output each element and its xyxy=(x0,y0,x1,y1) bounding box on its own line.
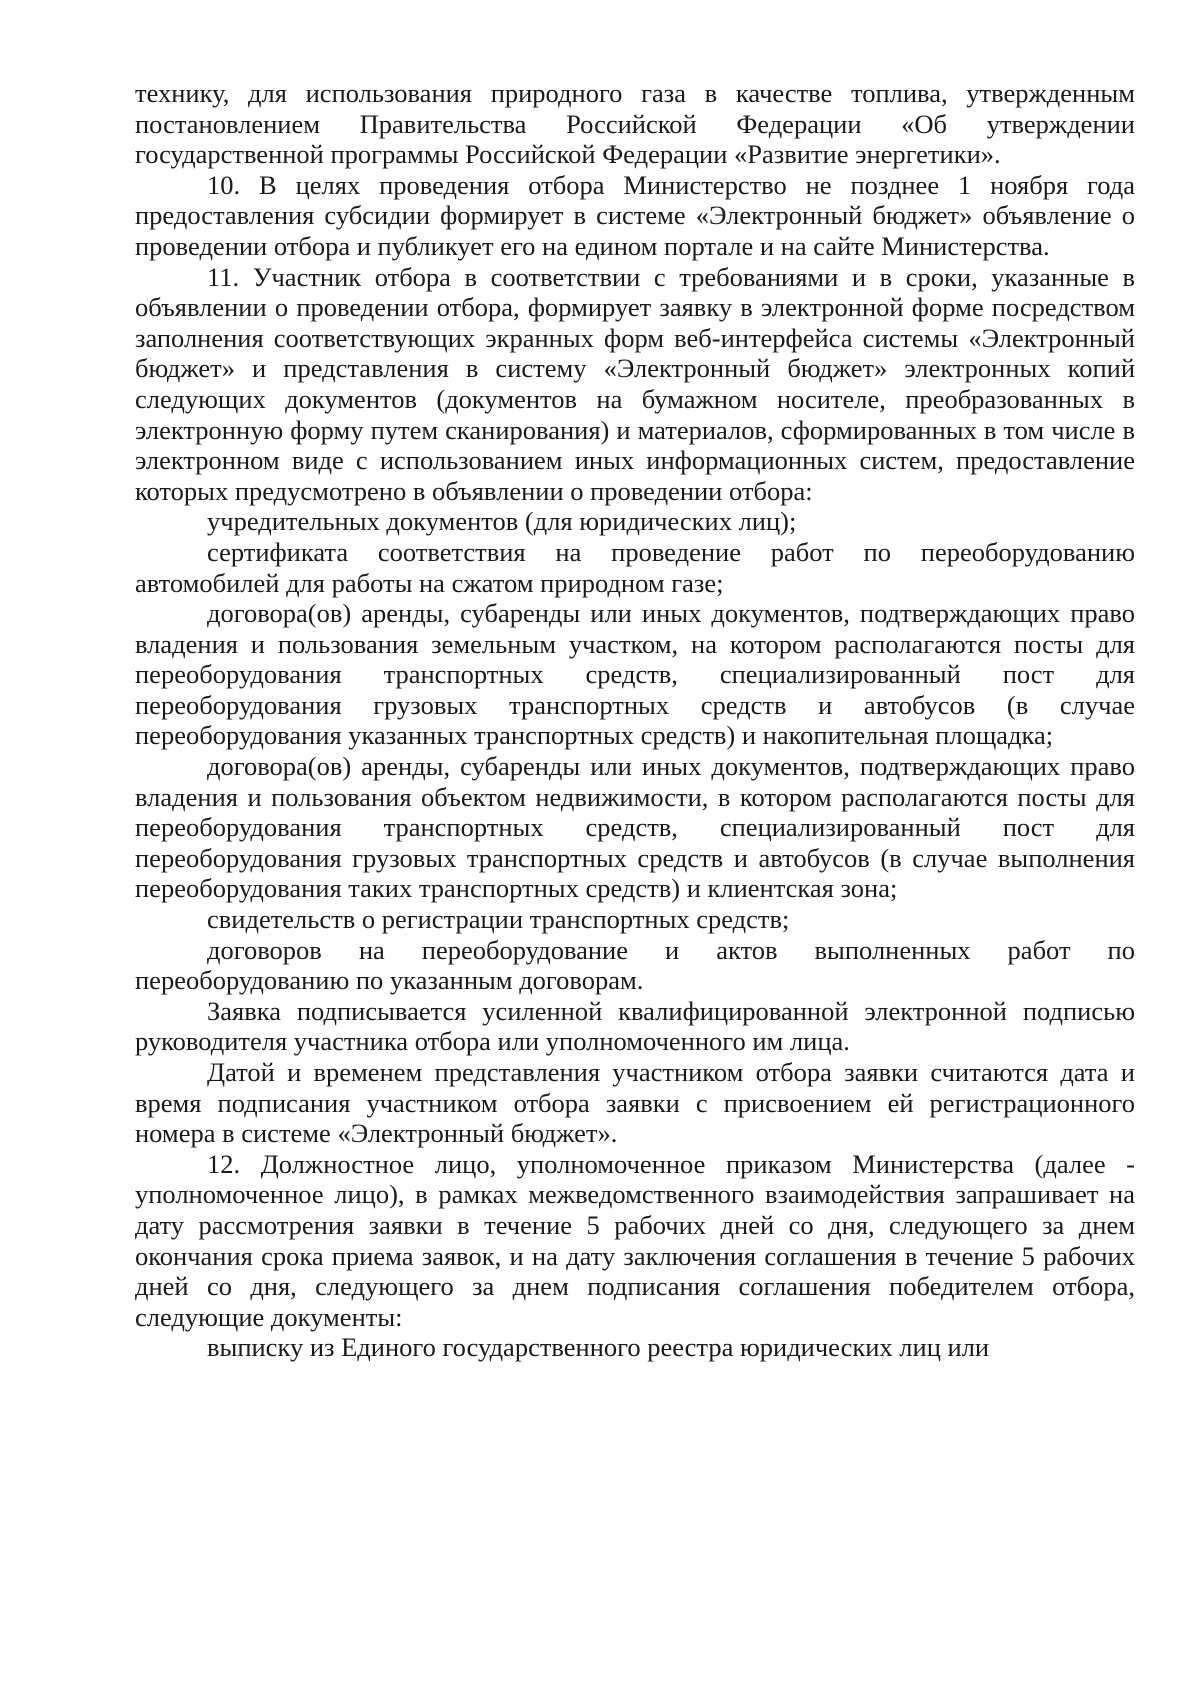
paragraph-signature: Заявка подписывается усиленной квалифицированной электронной подписью руководителя участника отбора или уполномоченного им лица. xyxy=(135,995,1135,1057)
list-item-registry-extract: выписку из Единого государственного реестра юридических лиц или xyxy=(207,1332,990,1363)
list-item-certificate: сертификата соответствия на проведение работ по переоборудованию автомобилей для работы на сжатом природном газе; xyxy=(135,536,1135,598)
paragraph-item-11: 11. Участник отбора в соответствии с требованиями и в сроки, указанные в объявлении о проведении отбора, формирует заявку в электронной форме посредством заполнения соответствующих экранных форм веб-интерфейса системы «Электронный бюджет» и представления в систему «Электронный бюджет» электронных копий следующих документов (документов на бумажном носителе, преобразованных в электронную форму путем сканирования) и материалов, сформированных в том числе в электронном виде с использованием иных информационных систем, предоставление которых предусмотрено в объявлении о проведении отбора: xyxy=(135,261,1135,506)
paragraph-item-10: 10. В целях проведения отбора Министерство не позднее 1 ноября года предоставления субсидии формирует в системе «Электронный бюджет» объявление о проведении отбора и публикует его на едином портале и на сайте Министерства. xyxy=(135,169,1135,261)
paragraph-submission-date: Датой и временем представления участником отбора заявки считаются дата и время подписания участником отбора заявки с присвоением ей регистрационного номера в системе «Электронный бюджет». xyxy=(135,1057,1135,1149)
list-item-founding-documents: учредительных документов (для юридических лиц); xyxy=(207,506,797,537)
list-item-land-lease: договора(ов) аренды, субаренды или иных документов, подтверждающих право владения и пользования земельным участком, на котором располагаются посты для переоборудования транспортных средств, специализированный пост для переоборудования грузовых транспортных средств и автобусов (в случае переоборудования указанных транспортных средств) и накопительная площадка; xyxy=(135,598,1135,751)
document-page xyxy=(135,78,1135,1363)
list-item-contracts: договоров на переоборудование и актов выполненных работ по переоборудованию по указанным договорам. xyxy=(135,934,1135,996)
list-item-registration-certificates: свидетельств о регистрации транспортных средств; xyxy=(207,904,790,935)
list-item-property-lease: договора(ов) аренды, субаренды или иных документов, подтверждающих право владения и пользования объектом недвижимости, в котором располагаются посты для переоборудования транспортных средств, специализированный пост для переоборудования грузовых транспортных средств и автобусов (в случае выполнения переоборудования таких транспортных средств) и клиентская зона; xyxy=(135,751,1135,904)
paragraph-item-12: 12. Должностное лицо, уполномоченное приказом Министерства (далее - уполномоченное лицо), в рамках межведомственного взаимодействия запрашивает на дату рассмотрения заявки в течение 5 рабочих дней со дня, следующего за днем окончания срока приема заявок, и на дату заключения соглашения в течение 5 рабочих дней со дня, следующего за днем подписания соглашения победителем отбора, следующие документы: xyxy=(135,1148,1135,1332)
paragraph-continuation: технику, для использования природного газа в качестве топлива, утвержденным постановлением Правительства Российской Федерации «Об утверждении государственной программы Российской Федерации «Развитие энергетики». xyxy=(135,78,1135,170)
